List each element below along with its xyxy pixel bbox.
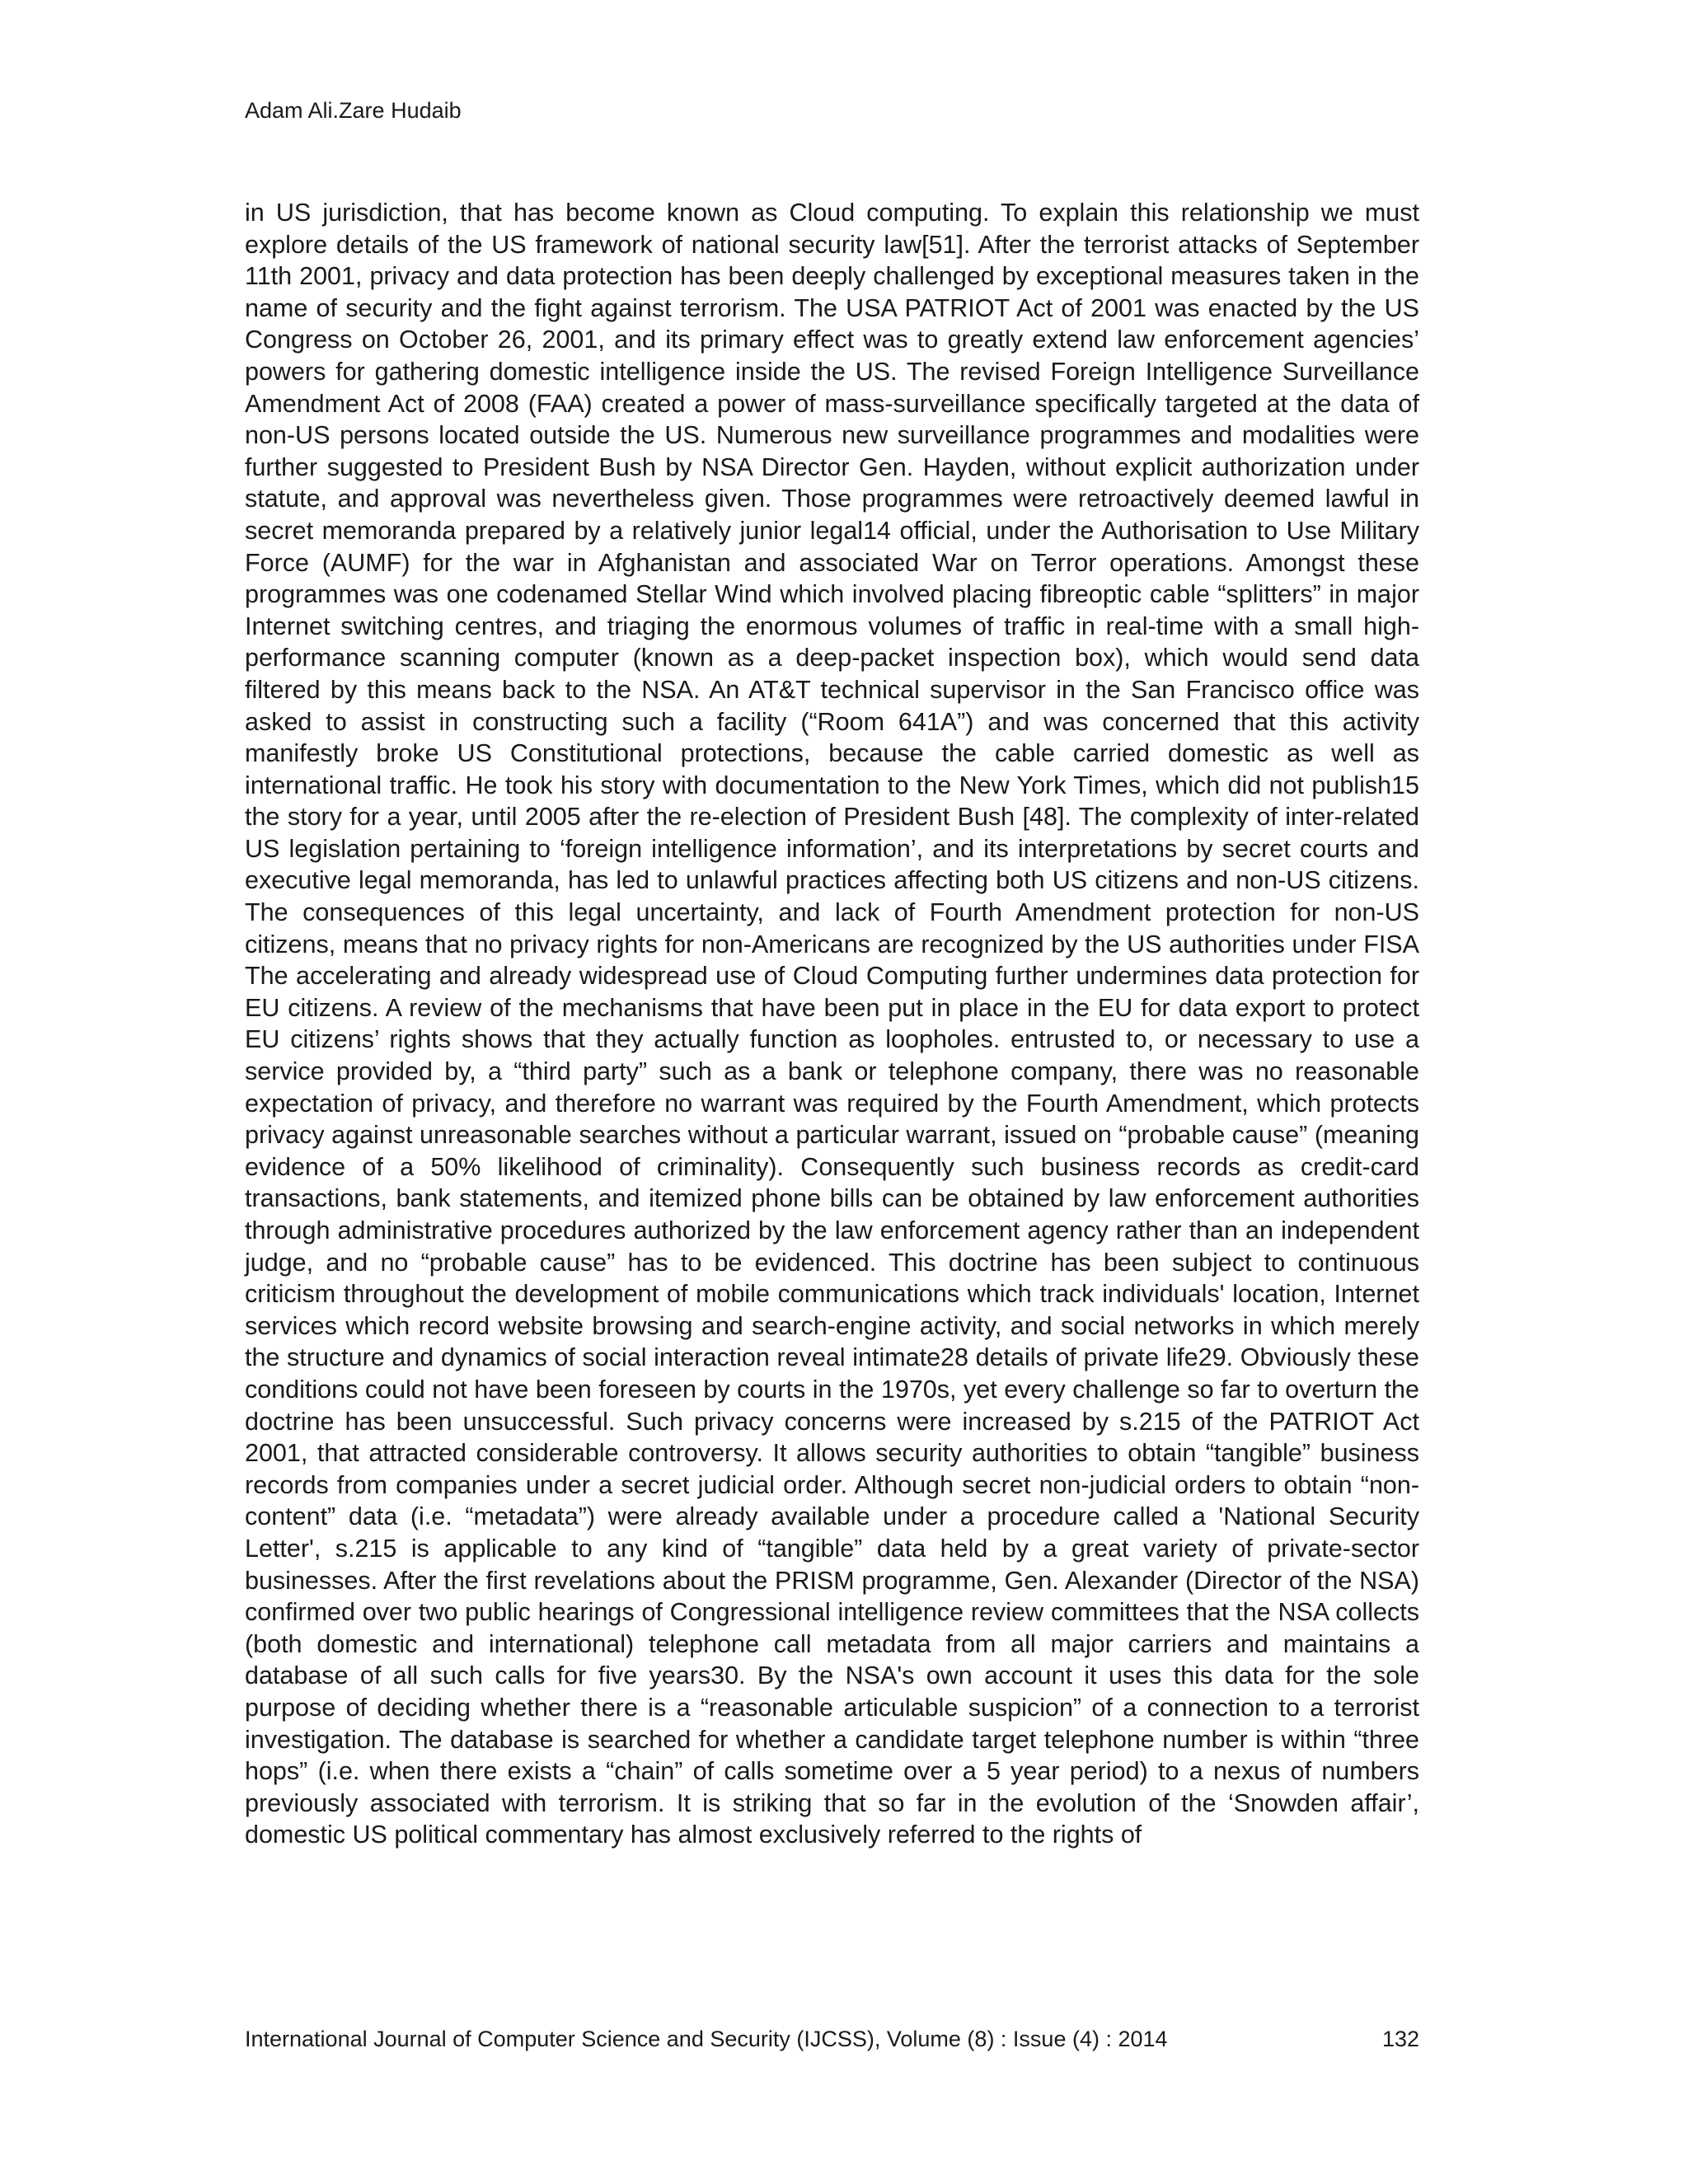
page-number: 132 xyxy=(1381,2027,1419,2051)
body-paragraph: in US jurisdiction, that has become known as Cloud computing. To explain this relationship we must explore details of the US framework of national security law[51]. After the terrorist attacks of September 11th 2001, privacy and data protection has been deeply challenged by exceptional measures taken in the name of security and the fight against terrorism. The USA PATRIOT Act of 2001 was enacted by the US Congress on October 26, 2001, and its primary effect was to greatly extend law enforcement agencies’ powers for gathering domestic intelligence inside the US. The revised Foreign Intelligence Surveillance Amendment Act of 2008 (FAA) created a power of mass-surveillance specifically targeted at the data of non-US persons located outside the US. Numerous new surveillance programmes and modalities were further suggested to President Bush by NSA Director Gen. Hayden, without explicit authorization under statute, and approval was nevertheless given. Those programmes were retroactively deemed lawful in secret memoranda prepared by a relatively junior legal14 official, under the Authorisation to Use Military Force (AUMF) for the war in Afghanistan and associated War on Terror operations. Amongst these programmes was one codenamed Stellar Wind which involved placing fibreoptic cable “splitters” in major Internet switching centres, and triaging the enormous volumes of traffic in real-time with a small high-performance scanning computer (known as a deep-packet inspection box), which would send data filtered by this means back to the NSA. An AT&T technical supervisor in the San Francisco office was asked to assist in constructing such a facility (“Room 641A”) and was concerned that this activity manifestly broke US Constitutional protections, because the cable carried domestic as well as international traffic. He took his story with documentation to the New York Times, which did not publish15 the story for a year, until 2005 after the re-election of President Bush [48]. The complexity of inter-related US legislation pertaining to ‘foreign intelligence information’, and its interpretations by secret courts and executive legal memoranda, has led to unlawful practices affecting both US citizens and non-US citizens. The consequences of this legal uncertainty, and lack of Fourth Amendment protection for non-US citizens, means that no privacy rights for non-Americans are recognized by the US authorities under FISA The accelerating and already widespread use of Cloud Computing further undermines data protection for EU citizens. A review of the mechanisms that have been put in place in the EU for data export to protect EU citizens’ rights shows that they actually function as loopholes. entrusted to, or necessary to use a service provided by, a “third party” such as a bank or telephone company, there was no reasonable expectation of privacy, and therefore no warrant was required by the Fourth Amendment, which protects privacy against unreasonable searches without a particular warrant, issued on “probable cause” (meaning evidence of a 50% likelihood of criminality). Consequently such business records as credit-card transactions, bank statements, and itemized phone bills can be obtained by law enforcement authorities through administrative procedures authorized by the law enforcement agency rather than an independent judge, and no “probable cause” has to be evidenced. This doctrine has been subject to continuous criticism throughout the development of mobile communications which track individuals' location, Internet services which record website browsing and search-engine activity, and social networks in which merely the structure and dynamics of social interaction reveal intimate28 details of private life29. Obviously these conditions could not have been foreseen by courts in the 1970s, yet every challenge so far to overturn the doctrine has been unsuccessful. Such privacy concerns were increased by s.215 of the PATRIOT Act 2001, that attracted considerable controversy. It allows security authorities to obtain “tangible” business records from companies under a secret judicial order. Although secret non-judicial orders to obtain “non-content” data (i.e. “metadata”) were already available under a procedure called a 'National Security Letter', s.215 is applicable to any kind of “tangible” data held by a great variety of private-sector businesses. After the first revelations about the PRISM programme, Gen. Alexander (Director of the NSA) confirmed over two public hearings of Congressional intelligence review committees that the NSA collects (both domestic and international) telephone call metadata from all major carriers and maintains a database of all such calls for five years30. By the NSA's own account it uses this data for the sole purpose of deciding whether there is a “reasonable articulable suspicion” of a connection to a terrorist investigation. The database is searched for whether a candidate target telephone number is within “three hops” (i.e. when there exists a “chain” of calls sometime over a 5 year period) to a nexus of numbers previously associated with terrorism. It is striking that so far in the evolution of the ‘Snowden affair’, domestic US political commentary has almost exclusively referred to the rights of xyxy=(245,199,1419,1849)
footer-journal-citation: International Journal of Computer Science and Security (IJCSS), Volume (8) : Issue (4) : 2014 xyxy=(245,2027,1168,2051)
running-header-author: Adam Ali.Zare Hudaib xyxy=(245,98,462,123)
page-footer xyxy=(245,2026,1419,2052)
